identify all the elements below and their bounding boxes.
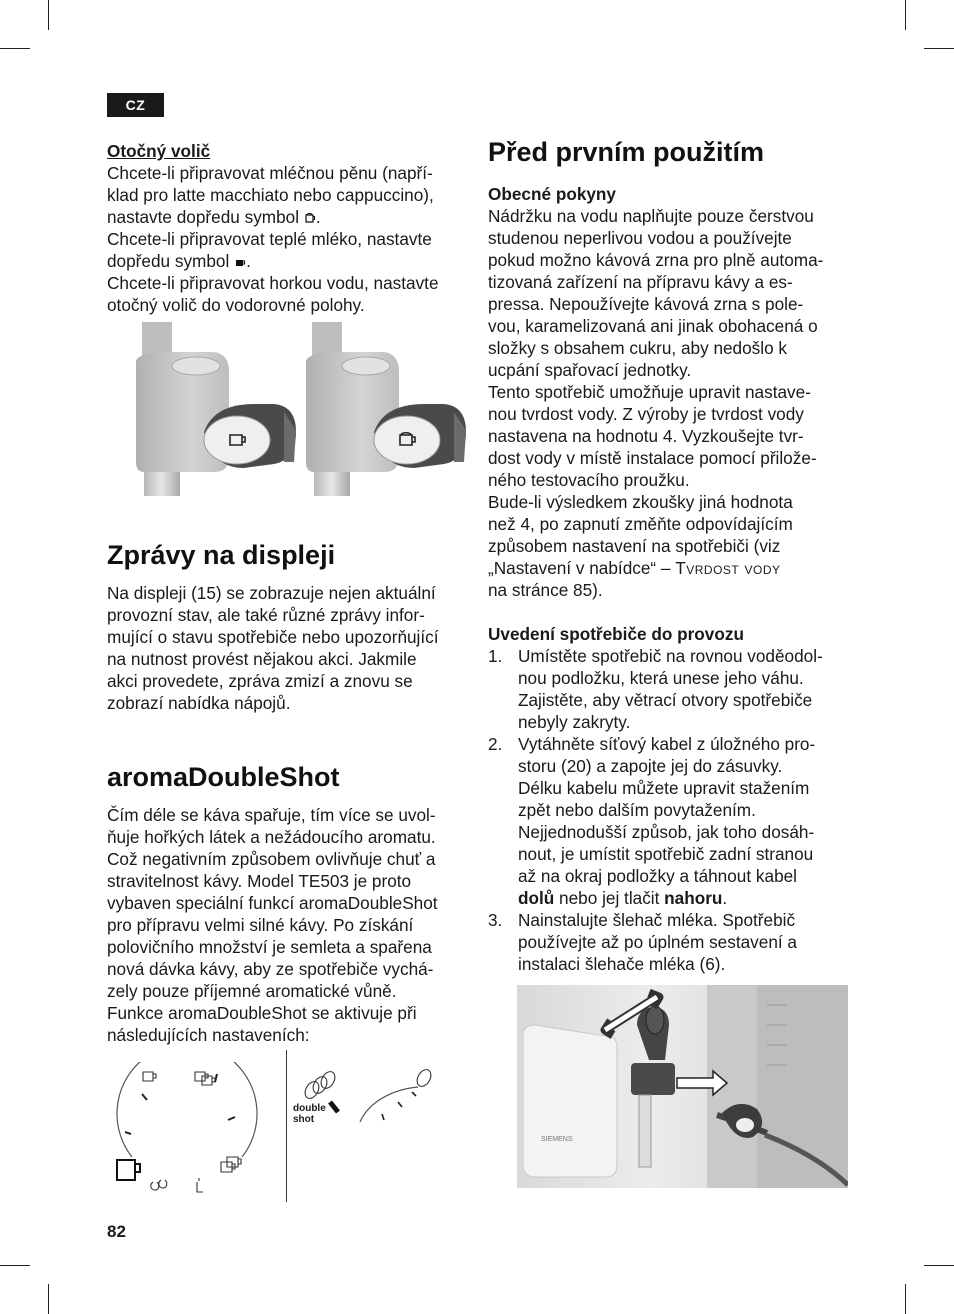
rotary-text-line: Chcete-li připravovat teplé mléko, nastavte [107,229,432,249]
step-text-line: storu (20) a zapojte jej do zásuvky. [518,756,783,776]
crop-mark [0,48,30,49]
step-number: 2. [488,734,503,754]
rotary-text-line: nastavte dopředu symbol . [107,207,321,227]
crop-mark [48,0,49,30]
general-text-line: na stránce 85). [488,580,603,600]
display-text-line: mující o stavu spotřebiče nebo upozorňující [107,627,439,647]
step-text-line: Délku kabelu můžete upravit stažením [518,778,810,798]
emphasis: dolů [518,888,555,908]
step-text-line: nou podložku, která unese jeho váhu. [518,668,804,688]
step-text-line: nebyly zakryty. [518,712,631,732]
general-text-line: vou, karamelizovaná ani jinak obohacená o [488,316,818,336]
step-text-line [518,887,853,909]
step-number: 1. [488,646,503,666]
general-text-line [488,557,853,579]
menu-reference: „Nastavení v nabídce“ – [488,558,676,578]
general-text-line: Bude-li výsledkem zkoušky jiná hodnota [488,492,793,512]
rotary-text: dopředu symbol [107,251,230,271]
rotary-text-line: klad pro latte macchiato nebo cappuccino), [107,185,434,205]
list-item [488,645,853,733]
step-text-line: až na okraj podložky a táhnout kabel [518,866,798,886]
frother-drawing [517,985,848,1188]
aroma-text-line: zely pouze příjemné aromatické vůně. [107,981,397,1001]
aroma-title: aromaDoubleShot [107,762,340,792]
general-text-line: Tento spotřebič umožňuje upravit nastave- [488,382,811,402]
general-text-line: nou tvrdost vody. Z výroby je tvrdost vody [488,404,804,424]
aroma-text-line: nová dávka kávy, aby ze spotřebiče vychá- [107,959,434,979]
display-text-line: Na displeji (15) se zobrazuje nejen aktuální [107,583,436,603]
page-number: 82 [107,1222,126,1241]
first-use-title: Před prvním použitím [488,137,765,167]
crop-mark [924,1265,954,1266]
warm-milk-icon [234,256,246,268]
crop-mark [48,1284,49,1314]
aroma-text-line: ňuje hořkých látek a nežádoucího aromatu. [107,827,436,847]
general-heading: Obecné pokyny [488,184,616,204]
appliance-brand-mark: SIEMENS [541,1136,573,1143]
aroma-section [107,760,467,1046]
general-text-line: ného testovacího proužku. [488,470,690,490]
double-shot-label-line: shot [293,1114,315,1125]
cup-size-dial-illustration [107,1062,287,1202]
general-text-line: pressa. Nepoužívejte kávová zrna s pole- [488,294,804,314]
milk-froth-icon [304,212,316,224]
crop-mark [924,48,954,49]
general-text-line: než 4, po zapnutí změňte odpovídajícím [488,514,793,534]
knob-left [136,322,296,496]
step-text-line: Nainstalujte šlehač mléka. Spotřebič [518,910,796,930]
rotary-text-line: Chcete-li připravovat mléčnou pěnu (napří- [107,163,433,183]
crop-mark [0,1265,30,1266]
step-text-line: Vytáhněte síťový kabel z úložného pro- [518,734,816,754]
step-text: nebo jej tlačit [554,888,665,908]
step-text: . [722,888,728,908]
display-text-line: provozní stav, ale také různé zprávy infor- [107,605,425,625]
rotary-text-line: Chcete-li připravovat horkou vodu, nastavte [107,273,439,293]
general-text-line: nastavena na hodnotu 4. Vyzkoušejte tvr- [488,426,804,446]
crop-mark [905,0,906,30]
rotary-text: nastavte dopředu symbol [107,207,300,227]
strength-dial-illustration [290,1062,470,1142]
step-text-line: používejte až po úplném sestavení a [518,932,797,952]
double-shot-label [293,1103,326,1125]
general-text-line: dost vody v místě instalace pomocí přilože- [488,448,817,468]
general-text-line: způsobem nastavení na spotřebiči (viz [488,536,781,556]
aroma-text-line: Funkce aromaDoubleShot se aktivuje při [107,1003,417,1023]
left-column [107,140,467,316]
aroma-text-line: pro přípravu velmi silné kávy. Po získání [107,915,414,935]
display-text-line: na nutnost provést nějakou akci. Jakmile [107,649,417,669]
display-text-line: akci provedete, zpráva zmizí a znovu se [107,671,413,691]
step-text-line: Nejjednodušší způsob, jak toho dosáh- [518,822,815,842]
general-text-line: ucpání spařovací jednotky. [488,360,692,380]
rotary-text-line: dopředu symbol . [107,251,251,271]
knob-right [306,322,466,496]
rotary-text-line: otočný volič do vodorovné polohy. [107,295,365,315]
display-section [107,538,467,714]
general-text-line: tizovaná zařízení na přípravu kávy a es- [488,272,793,292]
rotary-heading: Otočný volič [107,141,211,161]
general-text-line: Nádržku na vodu naplňujte pouze čerstvou [488,206,814,226]
milk-frother-installation-photo [517,985,848,1188]
step-text-line: instalaci šlehače mléka (6). [518,954,726,974]
step-text-line: Umístěte spotřebič na rovnou voděodol- [518,646,823,666]
list-item [488,909,853,975]
startup-heading: Uvedení spotřebiče do provozu [488,624,744,644]
emphasis: nahoru [664,888,723,908]
general-text-line: pokud možno kávová zrna pro plně automa- [488,250,824,270]
crop-mark [905,1284,906,1314]
aroma-text-line: následujících nastaveních: [107,1025,310,1045]
rotary-knob-illustration [134,322,466,496]
display-title: Zprávy na displeji [107,540,336,570]
aroma-text-line: polovičního množství je semleta a spařena [107,937,432,957]
startup-steps [488,645,853,975]
double-shot-label-line: double [293,1103,326,1114]
list-item [488,733,853,909]
step-text-line: Zajistěte, aby větrací otvory spotřebiče [518,690,813,710]
figure-divider [286,1050,287,1202]
aroma-text-line: Což negativním způsobem ovlivňuje chuť a [107,849,436,869]
display-text-line: zobrazí nabídka nápojů. [107,693,291,713]
menu-reference-smallcaps: Tvrdost vody [675,558,781,578]
general-text-line: studenou neperlivou vodou a používejte [488,228,792,248]
aroma-text-line: vybaven speciální funkcí aromaDoubleShot [107,893,438,913]
general-text-line: složky s obsahem cukru, aby nedošlo k [488,338,788,358]
step-text-line: nout, je umístit spotřebič zadní stranou [518,844,814,864]
step-number: 3. [488,910,503,930]
step-text-line: zpět nebo dalším povytažením. [518,800,756,820]
aroma-text-line: Čím déle se káva spařuje, tím více se uvol- [107,805,436,825]
aroma-text-line: stravitelnost kávy. Model TE503 je proto [107,871,412,891]
language-badge: CZ [107,93,164,117]
right-column [488,135,853,975]
